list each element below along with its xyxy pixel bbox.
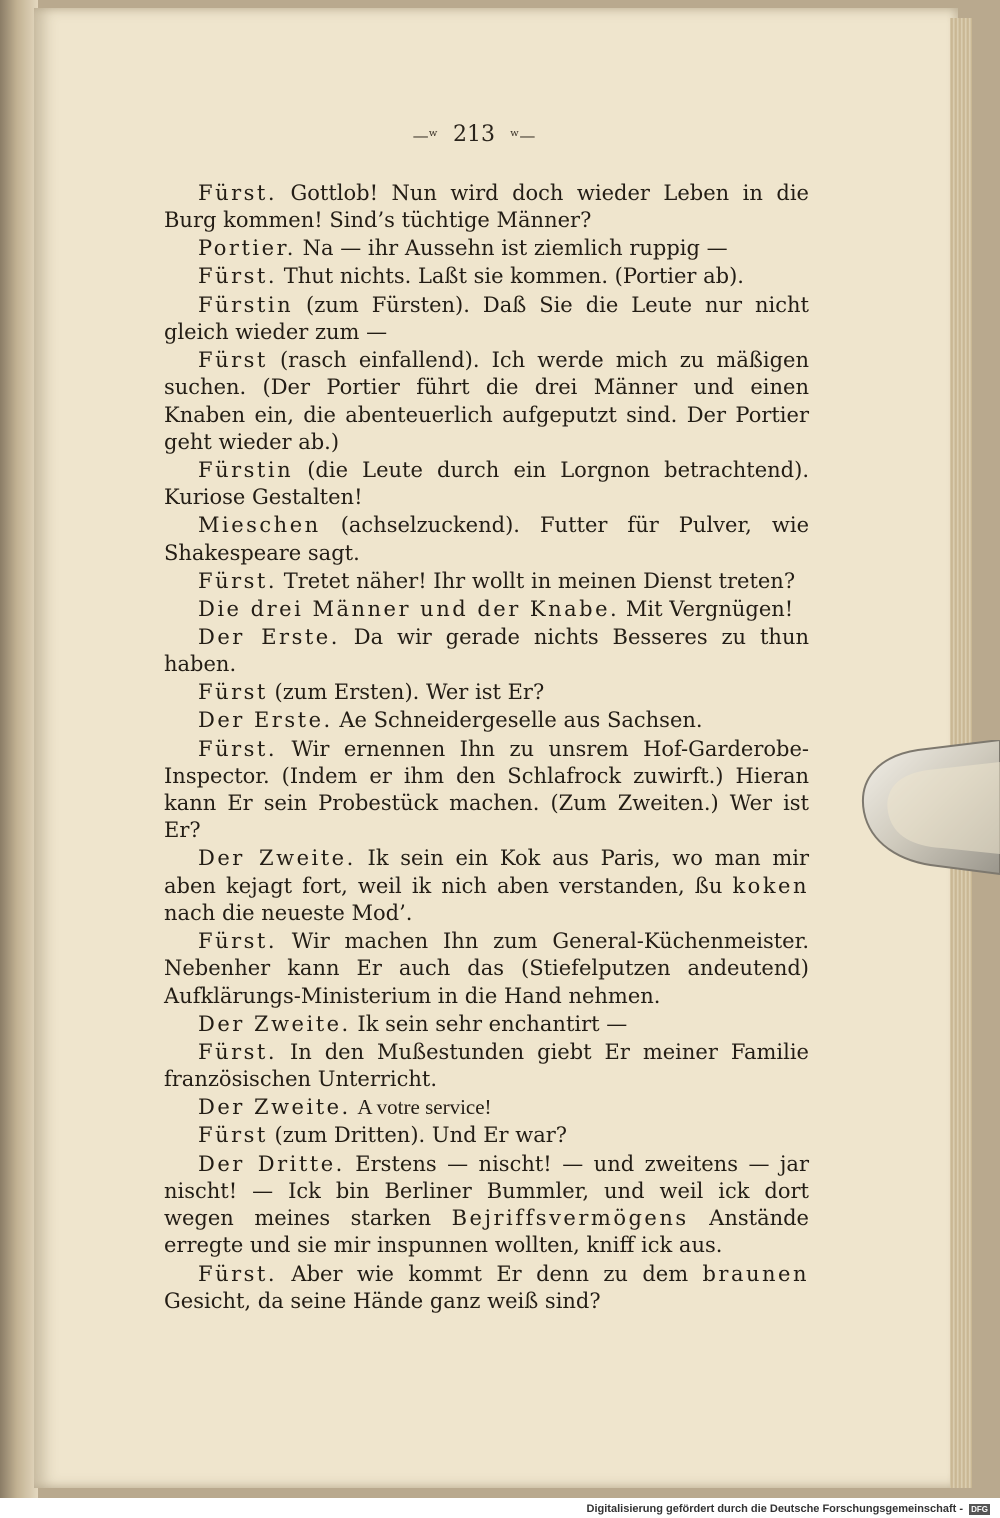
paragraph-text: Ik sein sehr enchantirt — bbox=[350, 1011, 628, 1036]
speaker-name: Fürst. bbox=[198, 1039, 278, 1064]
paragraph-text: Wir ernennen Ihn zu unsrem Hof-Garderobe-Inspector. (Indem er ihm den Schlafrock zuwirft.) Hieran kann Er sein Probestück machen. (Zum Zweiten.) Wer ist Er? bbox=[164, 736, 809, 843]
paragraph-text: Gesicht, da seine Hände ganz weiß sind? bbox=[164, 1288, 601, 1313]
digitization-footer bbox=[0, 1500, 990, 1518]
text-paragraph bbox=[164, 624, 809, 679]
paragraph-text: Gottlob! Nun wird doch wieder Leben in die Burg kommen! Sind’s tüchtige Männer? bbox=[164, 181, 809, 233]
speaker-name: Fürst bbox=[198, 680, 268, 705]
speaker-name: koken bbox=[732, 873, 809, 898]
paragraph-text: (zum Fürsten). Daß Sie die Leute nur nicht gleich wieder zum — bbox=[164, 292, 809, 344]
speaker-name: Der Zweite. bbox=[198, 1095, 351, 1120]
text-paragraph bbox=[164, 235, 809, 262]
paragraph-text: (achselzuckend). Futter für Pulver, wie Shakespeare sagt. bbox=[164, 513, 809, 565]
text-paragraph bbox=[164, 679, 809, 706]
speaker-name: Fürst. bbox=[198, 264, 278, 289]
paragraph-text: Thut nichts. Laßt sie kommen. (Portier ab). bbox=[277, 264, 744, 289]
paragraph-text: Tretet näher! Ihr wollt in meinen Dienst treten? bbox=[277, 568, 796, 593]
text-paragraph bbox=[164, 1094, 809, 1121]
speaker-name: Bejriffsvermögens bbox=[451, 1206, 689, 1231]
header-ornament-right: ʷ— bbox=[510, 125, 536, 145]
paragraph-text: Wir machen Ihn zum General-Küchenmeister. Nebenher kann Er auch das (Stiefelputzen andeutend) Aufklärungs-Ministerium in die Hand nehmen. bbox=[164, 929, 809, 1008]
speaker-name: Portier. bbox=[198, 236, 296, 261]
text-paragraph bbox=[164, 1151, 809, 1260]
paragraph-text: nach die neueste Mod’. bbox=[164, 901, 413, 926]
paragraph-text: Aber wie kommt Er denn zu dem bbox=[277, 1261, 703, 1286]
text-paragraph bbox=[164, 928, 809, 1010]
text-paragraph bbox=[164, 1039, 809, 1094]
paragraph-text: In den Mußestunden giebt Er meiner Familie französischen Unterricht. bbox=[164, 1039, 809, 1092]
speaker-name: Fürst bbox=[198, 1123, 268, 1148]
speaker-name: Mieschen bbox=[198, 513, 321, 538]
page-text bbox=[164, 180, 809, 1316]
text-paragraph bbox=[164, 596, 809, 623]
paragraph-text: (zum Dritten). Und Er war? bbox=[267, 1123, 568, 1148]
speaker-name: Fürst. bbox=[198, 929, 278, 954]
text-paragraph bbox=[164, 736, 809, 845]
text-paragraph bbox=[164, 1011, 809, 1038]
speaker-name: braunen bbox=[702, 1261, 809, 1286]
dfg-logo: DFG bbox=[971, 1504, 988, 1514]
text-paragraph bbox=[164, 180, 809, 235]
speaker-name: Fürst bbox=[198, 347, 268, 372]
paragraph-text: Da wir gerade nichts Besseres zu thun haben. bbox=[164, 624, 809, 677]
paragraph-text: Ik sein ein Kok aus Paris, wo man mir aben kejagt fort, weil ik nich aben verstanden, ßu bbox=[164, 846, 810, 898]
text-paragraph bbox=[164, 347, 809, 456]
text-paragraph bbox=[164, 568, 809, 595]
paragraph-text: Anstände erregte und sie mir inspunnen wollten, kniff ick aus. bbox=[164, 1206, 809, 1258]
page-number: 213 bbox=[453, 122, 495, 147]
paragraph-text: (rasch einfallend). Ich werde mich zu mäßigen suchen. (Der Portier führt die drei Männer und einen Knaben ein, die abenteuerlich aufgeputzt sind. Der Portier geht wieder ab.) bbox=[164, 347, 809, 454]
facing-page-edge bbox=[0, 0, 38, 1498]
text-paragraph bbox=[164, 457, 809, 512]
footer-credit: Digitalisierung gefördert durch die Deutsche Forschungsgemeinschaft - bbox=[586, 1503, 964, 1515]
paragraph-text: Na — ihr Aussehn ist ziemlich ruppig — bbox=[295, 236, 728, 261]
text-paragraph bbox=[164, 512, 809, 567]
speaker-name: Der Zweite. bbox=[198, 846, 356, 871]
text-paragraph bbox=[164, 1122, 809, 1149]
speaker-name: Der Erste. bbox=[198, 624, 340, 649]
speaker-name: Fürst. bbox=[198, 736, 278, 761]
speaker-name: Der Erste. bbox=[198, 708, 333, 733]
speaker-name: Der Zweite. bbox=[198, 1011, 351, 1036]
speaker-name: Fürst. bbox=[198, 181, 278, 205]
page-clip-icon bbox=[858, 740, 1000, 880]
text-paragraph bbox=[164, 263, 809, 290]
paragraph-text: Ae Schneidergeselle aus Sachsen. bbox=[332, 708, 703, 733]
paragraph-text: (zum Ersten). Wer ist Er? bbox=[267, 680, 545, 705]
text-paragraph bbox=[164, 845, 809, 927]
speaker-name: Der Dritte. bbox=[198, 1151, 345, 1176]
text-paragraph bbox=[164, 1261, 809, 1316]
page-header bbox=[34, 122, 914, 147]
speaker-name: Fürst. bbox=[198, 568, 278, 593]
text-paragraph bbox=[164, 707, 809, 734]
paragraph-text: (die Leute durch ein Lorgnon betrachtend). Kuriose Gestalten! bbox=[164, 457, 809, 510]
speaker-name: Fürstin bbox=[198, 457, 294, 482]
paragraph-text: Erstens — nischt! — und zweitens — jar nischt! — Ick bin Berliner Bummler, und weil ick dort wegen meines starken bbox=[164, 1151, 809, 1231]
speaker-name: Fürst. bbox=[198, 1261, 278, 1286]
speaker-name: Fürstin bbox=[198, 292, 294, 317]
header-ornament-left: —ʷ bbox=[412, 125, 438, 145]
text-paragraph bbox=[164, 292, 809, 347]
paragraph-text: Mit Vergnügen! bbox=[619, 596, 794, 621]
latin-phrase: A votre service! bbox=[357, 1095, 492, 1120]
speaker-name: Die drei Männer und der Knabe. bbox=[198, 596, 620, 621]
